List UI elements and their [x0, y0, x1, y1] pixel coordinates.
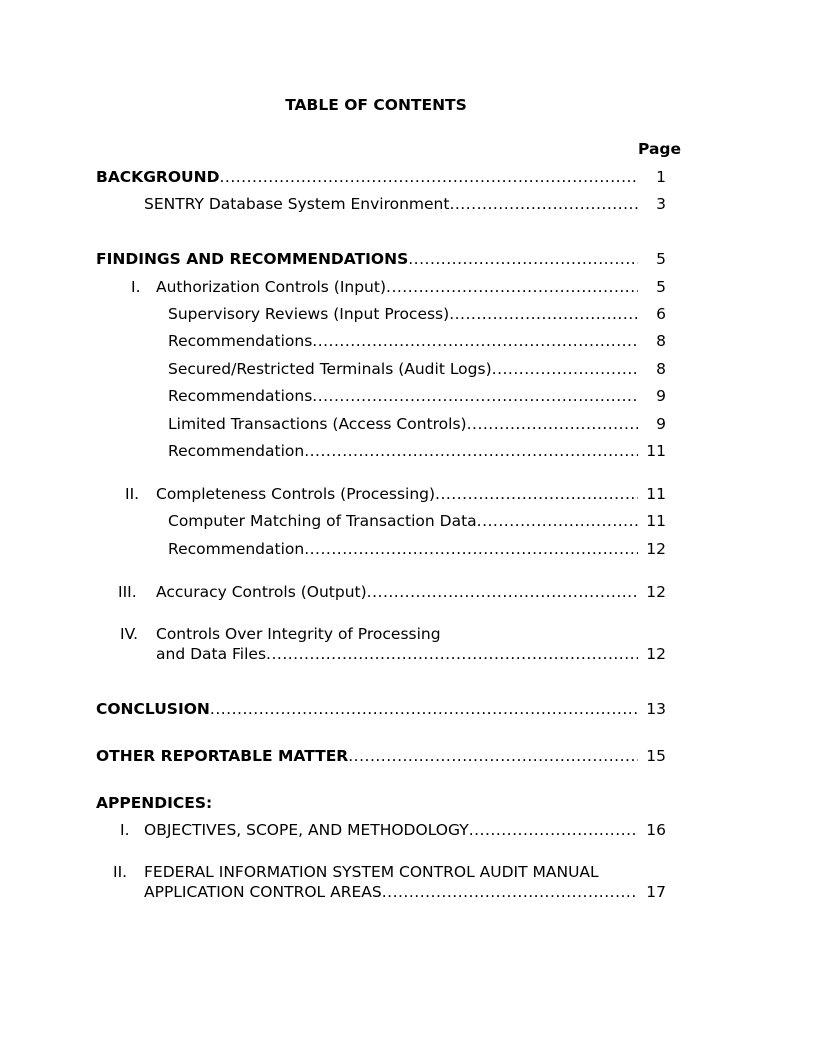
toc-entry-recommendations[interactable]: Recommendations ..... 9	[168, 386, 666, 406]
section-number: I.	[131, 278, 141, 296]
toc-entry-other-reportable[interactable]: OTHER REPORTABLE MATTER ..... 15	[96, 746, 666, 766]
leader-dots	[210, 699, 638, 719]
toc-entry-sentry[interactable]: SENTRY Database System Environment ..... 3	[144, 194, 666, 214]
leader-dots	[304, 441, 638, 461]
toc-entry-computer-matching[interactable]: Computer Matching of Transaction Data ..... 11	[168, 511, 666, 531]
leader-dots	[492, 359, 638, 379]
leader-dots	[467, 414, 638, 434]
toc-entry-background[interactable]: BACKGROUND ..... 1	[96, 167, 666, 187]
toc-entry-appendix-fiscam-line1[interactable]: FEDERAL INFORMATION SYSTEM CONTROL AUDIT MANUAL	[144, 863, 599, 881]
toc-entry-integrity[interactable]: and Data Files ..... 12	[156, 644, 666, 664]
appendix-number: II.	[113, 863, 128, 881]
leader-dots	[386, 277, 638, 297]
leader-dots	[469, 820, 638, 840]
leader-dots	[312, 386, 638, 406]
toc-entry-integrity-line1[interactable]: Controls Over Integrity of Processing	[156, 625, 441, 643]
toc-entry-appendix-objectives[interactable]: OBJECTIVES, SCOPE, AND METHODOLOGY ..... 16	[144, 820, 666, 840]
section-number: II.	[125, 485, 140, 503]
toc-entry-accuracy[interactable]: Accuracy Controls (Output) ..... 12	[156, 582, 666, 602]
leader-dots	[367, 582, 638, 602]
toc-entry-findings[interactable]: FINDINGS AND RECOMMENDATIONS ..... 5	[96, 249, 666, 269]
toc-entry-limited-transactions[interactable]: Limited Transactions (Access Controls) ..... 9	[168, 414, 666, 434]
toc-entry-recommendation[interactable]: Recommendation ..... 12	[168, 539, 666, 559]
leader-dots	[408, 249, 638, 269]
leader-dots	[477, 511, 638, 531]
toc-entry-completeness[interactable]: Completeness Controls (Processing) ..... 11	[156, 484, 666, 504]
leader-dots	[312, 331, 638, 351]
toc-entry-appendix-fiscam[interactable]: APPLICATION CONTROL AREAS ..... 17	[144, 882, 666, 902]
toc-entry-supervisory[interactable]: Supervisory Reviews (Input Process) ..... 6	[168, 304, 666, 324]
toc-entry-secured-terminals[interactable]: Secured/Restricted Terminals (Audit Logs) ..... 8	[168, 359, 666, 379]
leader-dots	[219, 167, 638, 187]
section-number: III.	[118, 583, 137, 601]
page-column-header: Page	[638, 140, 682, 158]
toc-entry-conclusion[interactable]: CONCLUSION ..... 13	[96, 699, 666, 719]
leader-dots	[266, 644, 638, 664]
leader-dots	[382, 882, 638, 902]
appendices-heading: APPENDICES:	[96, 794, 213, 812]
leader-dots	[304, 539, 638, 559]
leader-dots	[449, 194, 638, 214]
toc-entry-recommendations[interactable]: Recommendations ..... 8	[168, 331, 666, 351]
page-title: TABLE OF CONTENTS	[285, 96, 467, 114]
leader-dots	[348, 746, 638, 766]
leader-dots	[449, 304, 638, 324]
appendix-number: I.	[120, 821, 130, 839]
toc-entry-authorization[interactable]: Authorization Controls (Input) ..... 5	[156, 277, 666, 297]
section-number: IV.	[120, 625, 139, 643]
leader-dots	[435, 484, 638, 504]
toc-entry-recommendation[interactable]: Recommendation ..... 11	[168, 441, 666, 461]
